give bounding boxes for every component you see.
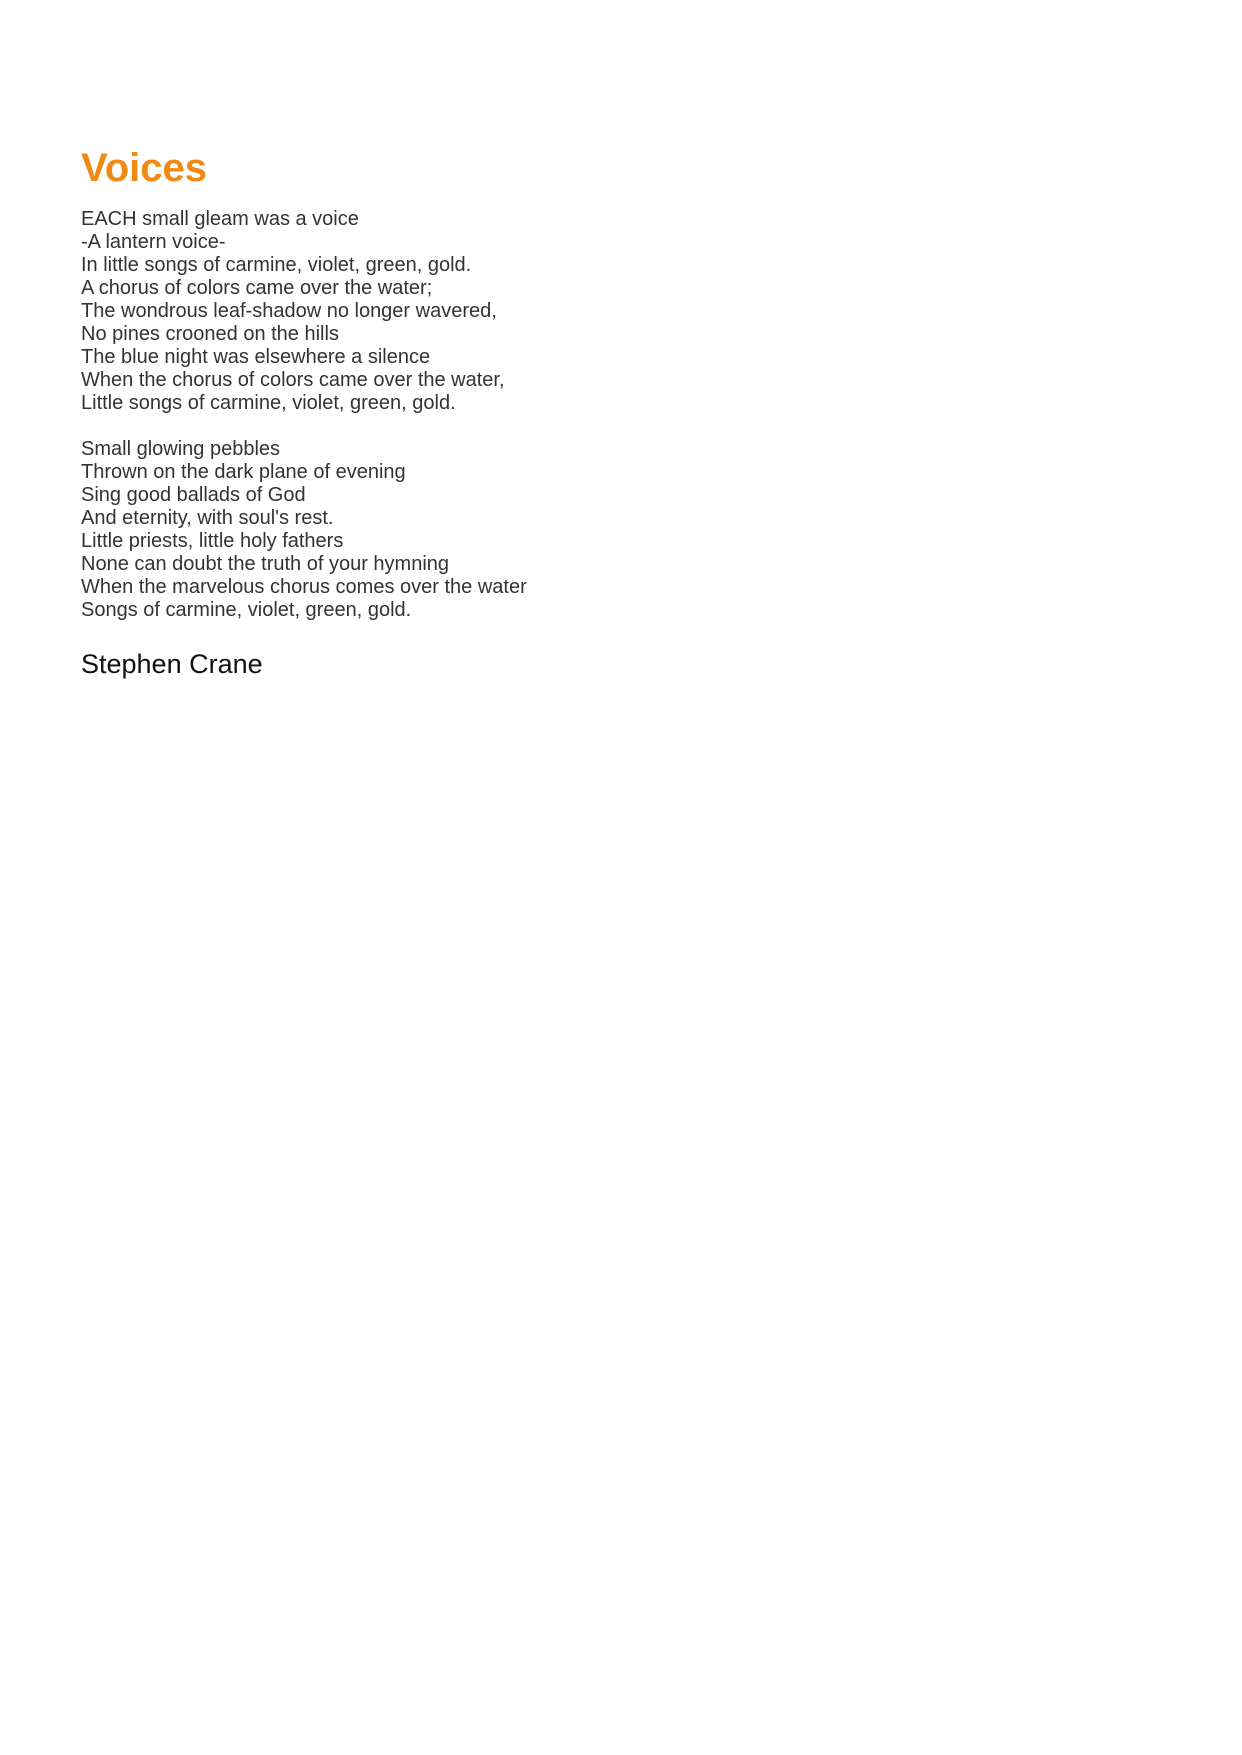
poem-line: Small glowing pebbles [81,438,281,460]
poem-line: The blue night was elsewhere a silence [81,346,431,368]
poem-line: Little songs of carmine, violet, green, gold. [81,392,456,414]
poem-line: The wondrous leaf-shadow no longer wavered, [81,300,497,322]
poem-line: When the marvelous chorus comes over the water [81,576,527,598]
poem-line: EACH small gleam was a voice [81,208,359,230]
poem-line: No pines crooned on the hills [81,323,339,345]
poem-line: In little songs of carmine, violet, green, gold. [81,254,472,276]
poem-line: Little priests, little holy fathers [81,530,344,552]
poem-line: When the chorus of colors came over the water, [81,369,505,391]
poem-line: Songs of carmine, violet, green, gold. [81,599,412,621]
poem-page [81,140,1161,681]
poem-line: -A lantern voice- [81,231,226,253]
poem-author: Stephen Crane [81,649,263,679]
poem-line: A chorus of colors came over the water; [81,277,433,299]
poem-line: And eternity, with soul's rest. [81,507,334,529]
stanza-1 [81,208,1161,415]
poem-title: Voices [81,146,207,190]
stanza-2 [81,438,1161,622]
poem-line: None can doubt the truth of your hymning [81,553,450,575]
poem-line: Thrown on the dark plane of evening [81,461,406,483]
poem-line: Sing good ballads of God [81,484,306,506]
